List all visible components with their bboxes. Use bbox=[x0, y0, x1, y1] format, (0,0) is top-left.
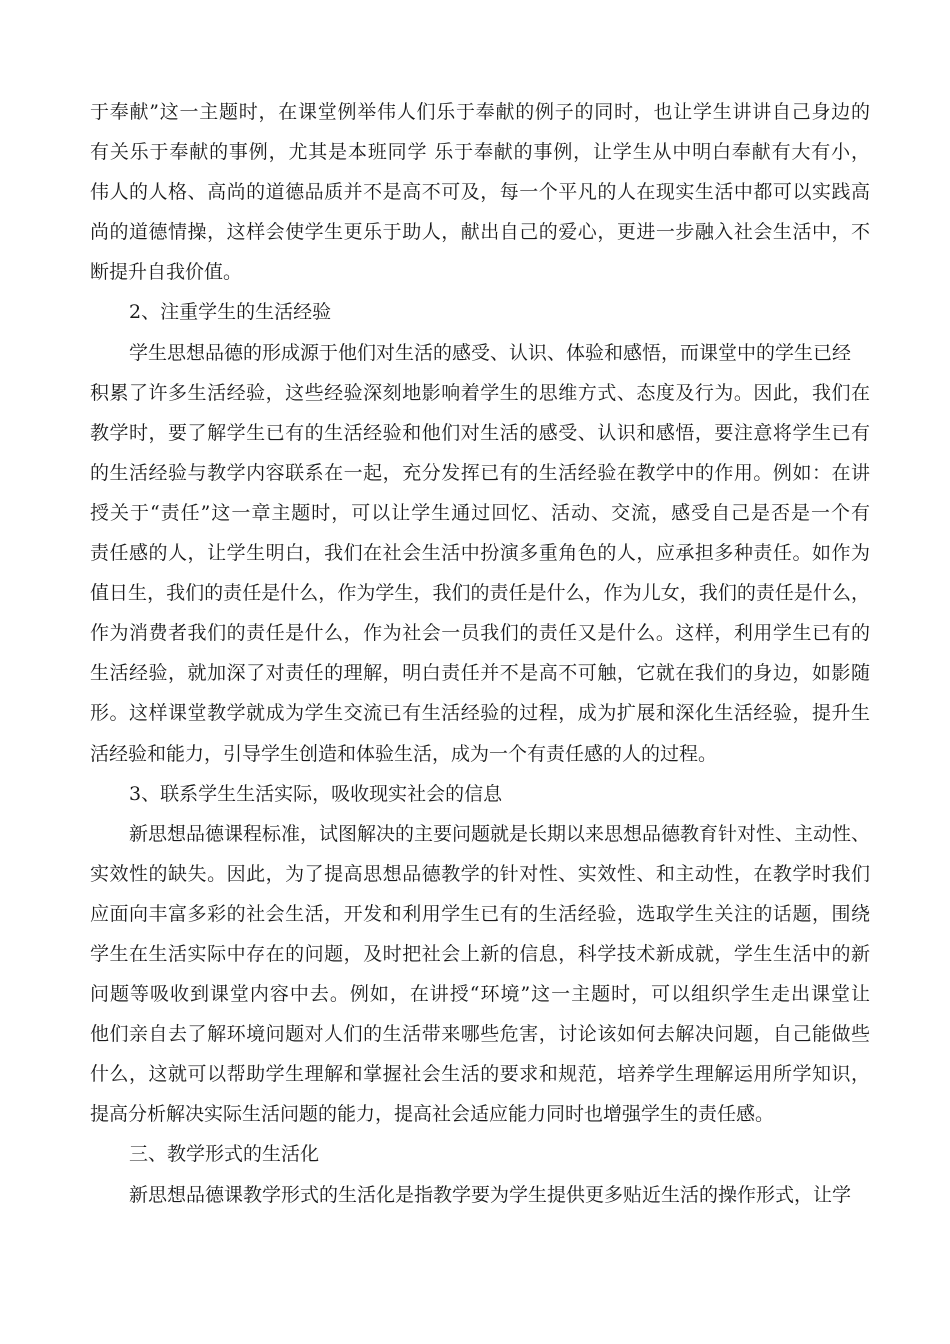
text-line: 授关于“责任”这一章主题时，可以让学生通过回忆、活动、交流，感受自己是否是一个有 bbox=[90, 501, 870, 524]
section-heading: 三、教学形式的生活化 bbox=[129, 1143, 320, 1166]
text-line: 断提升自我价值。 bbox=[90, 261, 243, 284]
text-line: 应面向丰富多彩的社会生活，开发和利用学生已有的生活经验，选取学生关注的话题，围绕 bbox=[90, 902, 870, 925]
text-line: 责任感的人，让学生明白，我们在社会生活中扮演多重角色的人，应承担多种责任。如作为 bbox=[90, 542, 870, 565]
text-line: 实效性的缺失。因此，为了提高思想品德教学的针对性、实效性、和主动性，在教学时我们 bbox=[90, 862, 870, 885]
text-line: 于奉献”这一主题时，在课堂例举伟人们乐于奉献的例子的同时，也让学生讲讲自己身边的 bbox=[90, 101, 870, 123]
text-line: 有关乐于奉献的事例，尤其是本班同学 乐于奉献的事例，让学生从中明白奉献有大有小， bbox=[90, 141, 870, 164]
text-line: 积累了许多生活经验，这些经验深刻地影响着学生的思维方式、态度及行为。因此，我们在 bbox=[90, 381, 870, 404]
text-line: 活经验和能力，引导学生创造和体验生活，成为一个有责任感的人的过程。 bbox=[90, 742, 718, 765]
text-line: 什么，这就可以帮助学生理解和掌握社会生活的要求和规范，培养学生理解运用所学知识， bbox=[90, 1063, 870, 1086]
section-heading: 3、联系学生生活实际，吸收现实社会的信息 bbox=[129, 782, 503, 805]
paragraph-first-line: 新思想品德课教学形式的生活化是指教学要为学生提供更多贴近生活的操作形式，让学 bbox=[129, 1183, 852, 1206]
text-line: 提高分析解决实际生活问题的能力，提高社会适应能力同时也增强学生的责任感。 bbox=[90, 1103, 775, 1126]
document-body bbox=[90, 92, 870, 1215]
text-line: 问题等吸收到课堂内容中去。例如，在讲授“环境”这一主题时，可以组织学生走出课堂让 bbox=[90, 983, 870, 1006]
text-line: 教学时，要了解学生已有的生活经验和他们对生活的感受、认识和感悟，要注意将学生已有 bbox=[90, 421, 870, 444]
text-line: 的生活经验与教学内容联系在一起，充分发挥已有的生活经验在教学中的作用。例如：在讲 bbox=[90, 461, 870, 484]
paragraph-first-line: 学生思想品德的形成源于他们对生活的感受、认识、体验和感悟，而课堂中的学生已经 bbox=[129, 341, 852, 364]
text-line: 学生在生活实际中存在的问题，及时把社会上新的信息，科学技术新成就，学生生活中的新 bbox=[90, 942, 870, 965]
text-line: 伟人的人格、高尚的道德品质并不是高不可及，每一个平凡的人在现实生活中都可以实践高 bbox=[90, 181, 870, 204]
text-line: 形。这样课堂教学就成为学生交流已有生活经验的过程，成为扩展和深化生活经验，提升生 bbox=[90, 702, 870, 725]
text-line: 他们亲自去了解环境问题对人们的生活带来哪些危害，讨论该如何去解决问题，自己能做些 bbox=[90, 1023, 870, 1046]
text-line: 值日生，我们的责任是什么，作为学生，我们的责任是什么，作为儿女，我们的责任是什么， bbox=[90, 582, 870, 605]
text-line: 尚的道德情操，这样会使学生更乐于助人，献出自己的爱心，更进一步融入社会生活中，不 bbox=[90, 221, 870, 244]
paragraph-first-line: 新思想品德课程标准，试图解决的主要问题就是长期以来思想品德教育针对性、主动性、 bbox=[129, 822, 871, 845]
text-line: 生活经验，就加深了对责任的理解，明白责任并不是高不可触，它就在我们的身边，如影随 bbox=[90, 662, 870, 685]
section-heading: 2、注重学生的生活经验 bbox=[129, 301, 332, 324]
text-line: 作为消费者我们的责任是什么，作为社会一员我们的责任又是什么。这样，利用学生已有的 bbox=[90, 622, 870, 645]
